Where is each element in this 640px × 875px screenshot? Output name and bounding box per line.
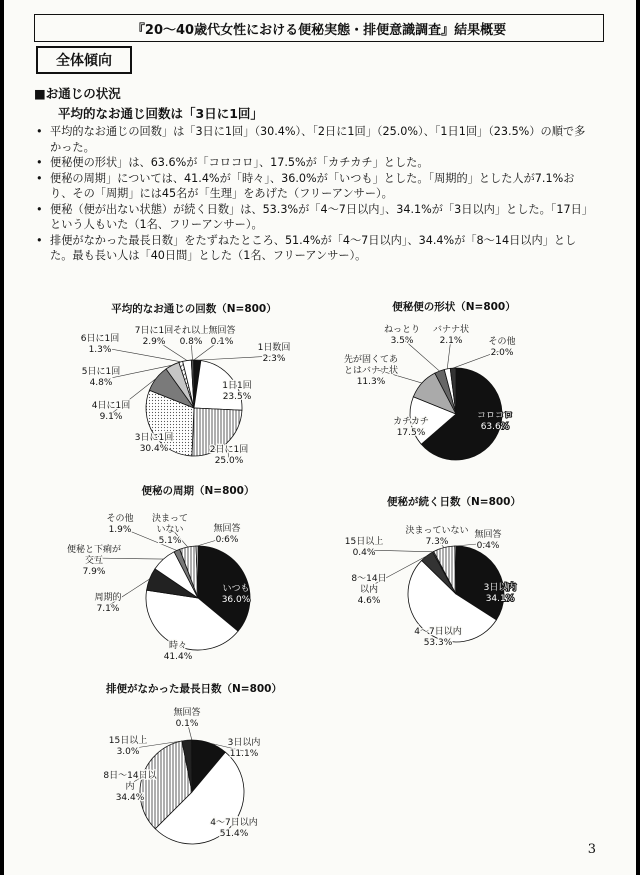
slice-label: 5日に1回 4.8% [81,367,121,388]
slice-label: バナナ状 2.1% [432,325,470,346]
slice-label: その他 2.0% [488,337,516,358]
report-title: 『20〜40歳代女性における便秘実態・排便意識調査』結果概要 [34,14,604,42]
pie-chart-4 [345,495,521,648]
pie-chart-2 [344,300,516,460]
pie-charts [4,0,636,875]
slice-label: カチカチ 17.5% [393,417,429,438]
slice-label: 4日に1回 9.1% [91,401,131,422]
slice-label: 無回答 0.6% [213,524,241,545]
slice-label: 4〜7日以内 51.4% [210,818,258,839]
chart-title: 便秘が続く日数（N=800） [386,496,522,508]
slice-label: 6日に1回 1.3% [80,334,120,355]
slice-label: それ以上 0.8% [172,326,210,347]
slice-label: その他 1.9% [106,514,134,535]
bullet-item: • 平均的なお通じの回数」は「3日に1回」（30.4%）、「2日に1回」（25.0%）、「1日1回」（23.5%）の順で多かった。 [36,124,596,155]
pie-chart-1 [81,302,291,466]
section-tag: 全体傾向 [36,46,132,74]
slice-label: 1日1回 23.5% [222,381,252,402]
slice-label: 時々 41.4% [163,641,193,662]
bullet-item: • 排便がなかった最長日数」をたずねたところ、51.4%が「4〜7日以内」、34.4%が「8〜14日以内」とした。最も長い人は「40日間」とした（1名、フリーアンサー）。 [36,233,596,264]
slice-label: 2日に1回 25.0% [209,445,249,466]
slice-label: 決まっていない 7.3% [405,526,469,547]
slice-label: 決まっていない 5.1% [151,514,189,546]
leader-line [94,558,163,559]
pie-chart-3 [67,484,255,662]
page-number: 3 [587,842,596,857]
slice-label: 無回答 0.4% [474,530,502,551]
chart-title: 便秘の周期（N=800） [141,485,255,497]
chart-title: 平均的なお通じの回数（N=800） [111,303,277,315]
slice-label: いつも 36.0% [221,584,251,605]
slice-label: 先が固くてあとはバナナ状 11.3% [343,355,399,387]
bullet-item: • 便秘（便が出ない状態）が続く日数」は、53.3%が「4〜7日以内」、34.1%が「3日以内」とした。「17日」という人もいた（1名、フリーアンサー）。 [36,202,596,233]
report-page [4,0,636,875]
slice-label: 8日〜14日以内 34.4% [103,771,157,803]
slice-label: 7日に1回 2.9% [134,326,174,347]
bullet-item: • 便秘便の形状」は、63.6%が「コロコロ」、17.5%が「カチカチ」とした。 [36,155,596,171]
slice-label: 無回答 0.1% [208,326,236,347]
slice-label: 15日以上 0.4% [344,537,384,558]
slice-label: 3日以内 11.1% [227,738,261,759]
slice-label: 1日数回 2.3% [257,343,291,364]
slice-label: 4〜7日以内 53.3% [414,627,462,648]
chart-title: 排便がなかった最長日数（N=800） [105,683,283,695]
slice-label: コロコロ 63.6% [476,411,514,432]
slice-label: 周期的 7.1% [94,593,122,614]
slice-label: ねっとり 3.5% [383,325,421,346]
chart-title: 便秘便の形状（N=800） [392,301,516,313]
slice-label: 便秘と下痢が交互 7.9% [66,545,122,577]
pie-chart-5 [103,682,282,844]
subheading: ■お通じの状況 [34,86,121,101]
slice-label: 15日以上 3.0% [108,736,148,757]
slice-label: 3日以内 34.1% [483,583,517,604]
slice-label: 無回答 0.1% [173,708,201,729]
lead-text: 平均的なお通じ回数は「3日に1回」 [58,106,263,121]
leader-line [100,347,181,362]
slice-label: 3日に1回 30.4% [134,433,174,454]
bullet-item: • 便秘の周期」については、41.4%が「時々」、36.0%が「いつも」とした。「周期的」とした人が7.1%おり、その「周期」には45名が「生理」をあげた（フリーアンサー）。 [36,171,596,202]
slice-label: 8〜14日以内 4.6% [351,574,387,606]
